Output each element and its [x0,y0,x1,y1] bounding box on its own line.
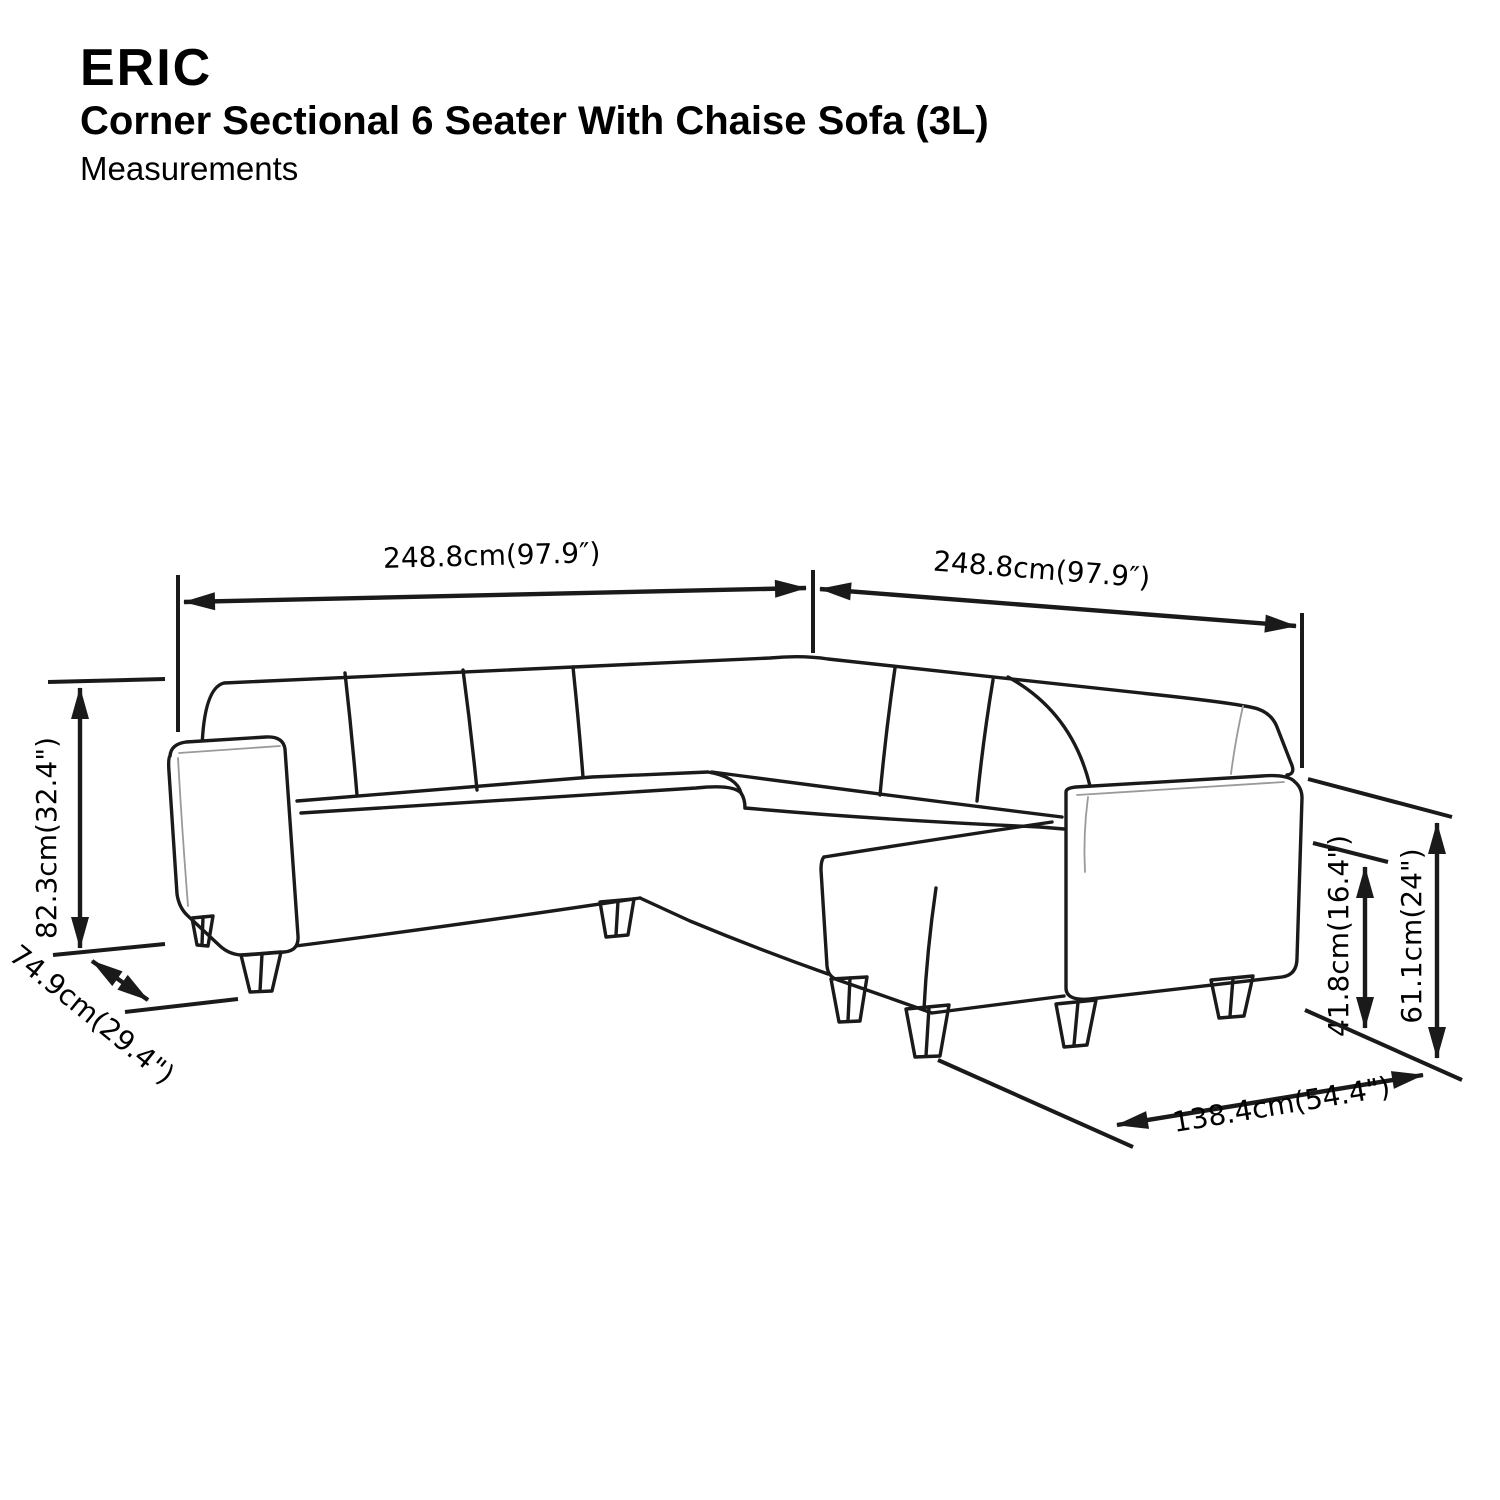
leg-edge [1074,1002,1078,1045]
leg-edge [848,978,850,1021]
dim-seat-depth [3,938,238,1091]
dimension-line [184,588,806,602]
right-armrest [1066,776,1302,1000]
chaise-left-bottom-edge [821,857,1064,1013]
leg-edge [260,954,262,991]
left-armrest [169,737,298,955]
dim-left-section-width [178,536,813,732]
extension-line [125,999,238,1012]
back-cushion-separator [977,680,993,801]
sofa-drawing [169,657,1302,1057]
dim-chaise-width [938,1060,1423,1147]
dim-seat-height [1313,835,1388,1037]
leg-edge [202,917,203,945]
dimension-label: 248.8cm(97.9″) [382,536,601,575]
backrest-bottom-left [297,772,741,801]
chaise-top-edge [824,822,1052,857]
dimension-label: 74.9cm(29.4") [3,938,181,1092]
dim-overall-height [30,679,165,955]
leg-edge [926,1007,929,1056]
backrest-outline [202,657,1293,775]
extension-line [1308,779,1452,817]
dimension-label: 248.8cm(97.9″) [932,544,1152,595]
product-title: Corner Sectional 6 Seater With Chaise Sofa (3L) [80,99,989,143]
dimension-label: 138.4cm(54.4") [1170,1070,1393,1140]
back-cushion-separator [345,673,357,795]
dimension-label: 61.1cm(24") [1395,848,1428,1024]
dimension-label: 82.3cm(32.4") [30,736,63,940]
bench-bottom-edge [256,898,640,951]
brand-title: ERIC [80,39,213,97]
chaise-corner-seam [924,888,936,1009]
dimension-line [820,589,1296,626]
dimension-label: 41.8cm(16.4") [1322,834,1355,1038]
back-cushion-separator [463,670,477,790]
back-cushion-separator [573,667,583,777]
dim-right-section-width [820,545,1302,768]
back-cushion-edge [1008,677,1090,786]
dimension-line [92,961,148,1000]
bench-side-bottom-edge [640,898,828,974]
extension-line [938,1060,1133,1147]
seat-front-edge-left [301,787,745,813]
section-subtitle: Measurements [80,150,299,187]
back-cushion-separator [880,668,895,795]
leg-edge [616,901,618,935]
extension-line [53,944,165,955]
extension-line [48,679,165,682]
backrest-corner-seam [1231,706,1243,774]
